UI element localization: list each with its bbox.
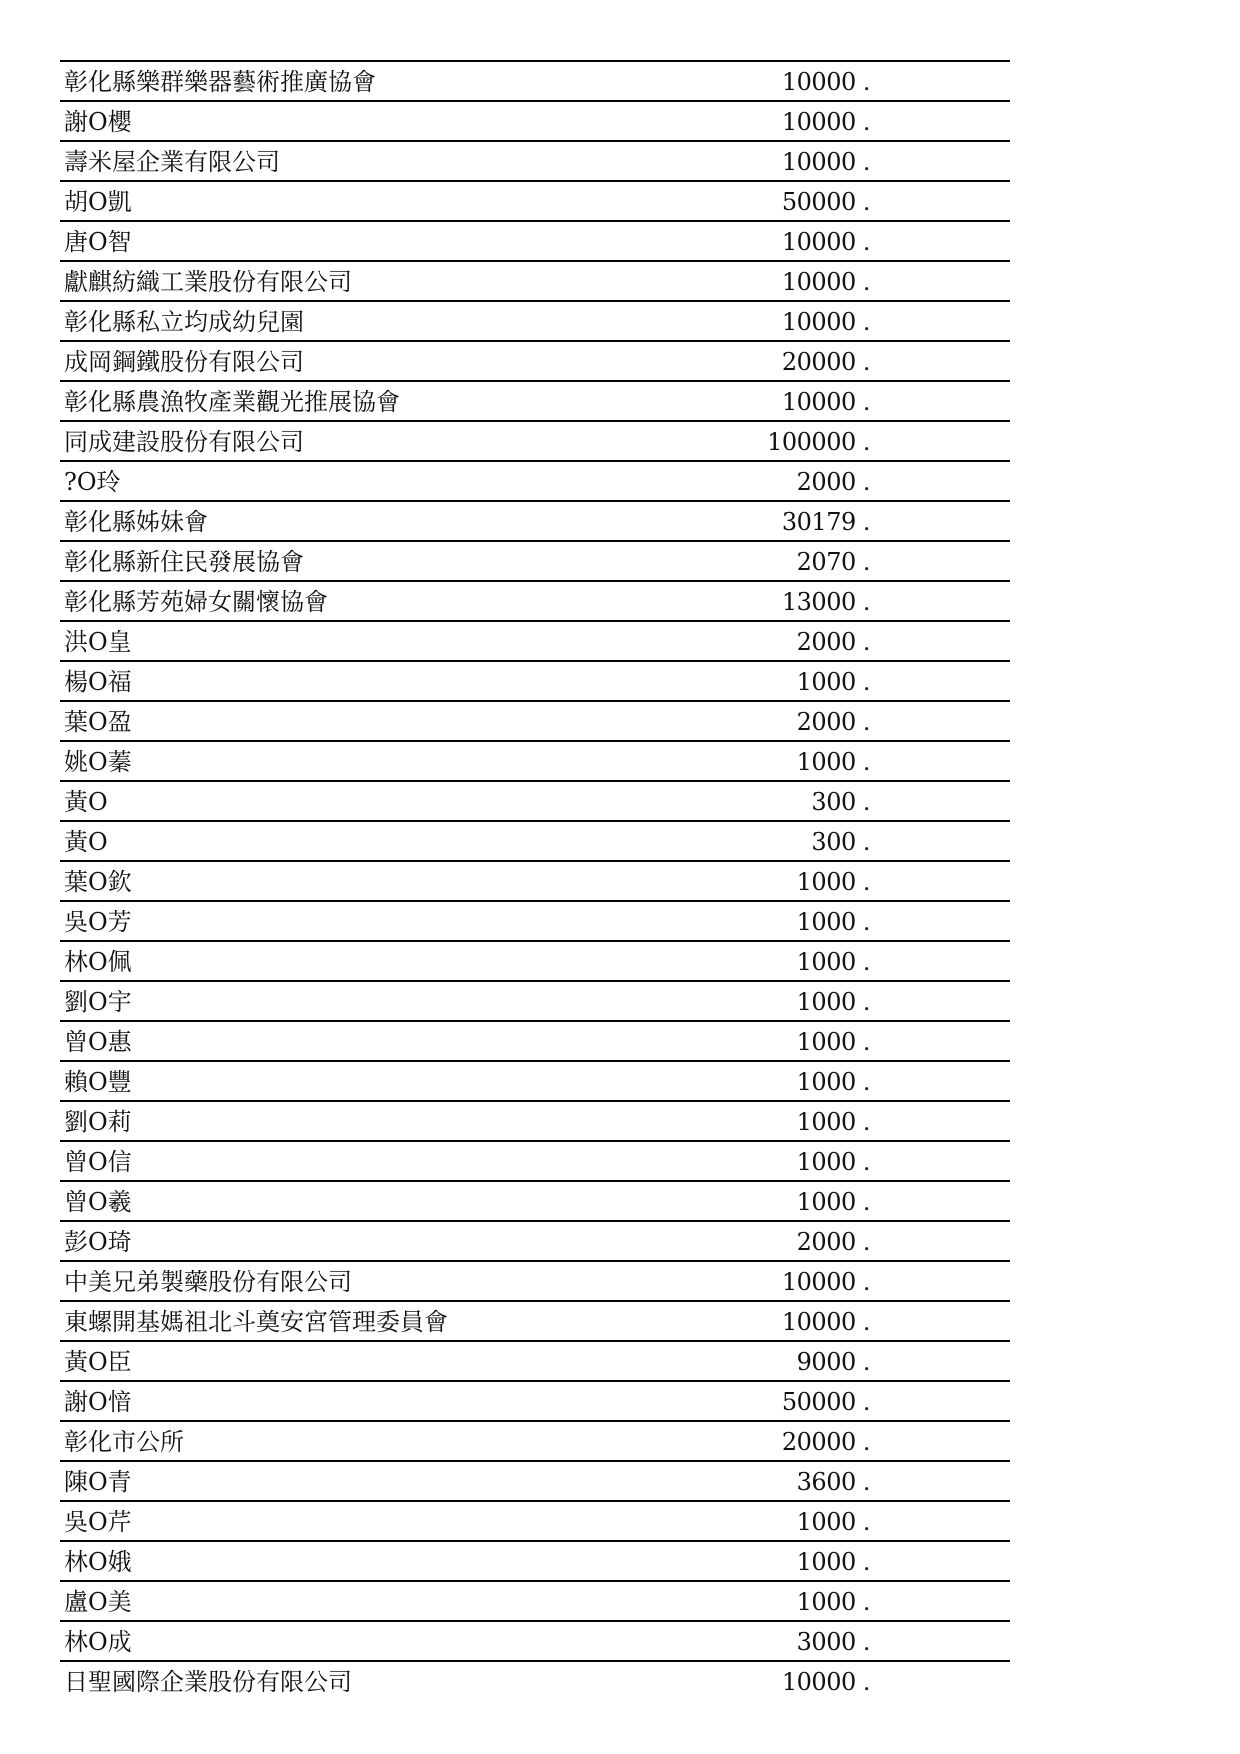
- donor-name: 林O娥: [64, 1548, 132, 1576]
- donation-amount: 10000 .: [781, 268, 870, 296]
- donation-amount: 1000 .: [796, 1148, 870, 1176]
- table-row: [60, 1542, 1010, 1582]
- donation-amount: 2000 .: [796, 628, 870, 656]
- donation-amount: 10000 .: [781, 68, 870, 96]
- table-row: [60, 1262, 1010, 1302]
- donor-name: 東螺開基媽祖北斗奠安宮管理委員會: [64, 1308, 448, 1336]
- donation-amount: 1000 .: [796, 1188, 870, 1216]
- donor-name: 黃O臣: [64, 1348, 132, 1376]
- table-row: [60, 1422, 1010, 1462]
- donation-amount: 10000 .: [781, 1308, 870, 1336]
- table-row: [60, 742, 1010, 782]
- table-row: [60, 62, 1010, 102]
- donor-name: 吳O芹: [64, 1508, 132, 1536]
- table-row: [60, 1062, 1010, 1102]
- donor-name: 姚O蓁: [64, 748, 132, 776]
- table-row: [60, 542, 1010, 582]
- table-row: [60, 342, 1010, 382]
- donation-amount: 1000 .: [796, 868, 870, 896]
- table-row: [60, 382, 1010, 422]
- donation-amount: 10000 .: [781, 1268, 870, 1296]
- table-row: [60, 702, 1010, 742]
- donor-name: 胡O凱: [64, 188, 132, 216]
- donor-name: 彰化縣樂群樂器藝術推廣協會: [64, 68, 376, 96]
- table-row: [60, 1502, 1010, 1542]
- donor-name: 彰化縣姊妹會: [64, 508, 208, 536]
- table-row: [60, 942, 1010, 982]
- donation-amount: 1000 .: [796, 748, 870, 776]
- table-row: [60, 222, 1010, 262]
- table-row: [60, 1342, 1010, 1382]
- donor-name: 曾O惠: [64, 1028, 132, 1056]
- donation-amount: 2000 .: [796, 708, 870, 736]
- donation-amount: 50000 .: [781, 1388, 870, 1416]
- donation-amount: 300 .: [811, 828, 870, 856]
- donation-amount: 2070 .: [796, 548, 870, 576]
- donation-amount: 1000 .: [796, 1068, 870, 1096]
- donation-amount: 2000 .: [796, 1228, 870, 1256]
- table-row: [60, 1582, 1010, 1622]
- table-row: [60, 582, 1010, 622]
- table-row: [60, 1102, 1010, 1142]
- donation-amount: 1000 .: [796, 948, 870, 976]
- donation-amount: 300 .: [811, 788, 870, 816]
- donation-amount: 1000 .: [796, 1108, 870, 1136]
- table-row: [60, 462, 1010, 502]
- donor-name: 曾O信: [64, 1148, 132, 1176]
- donation-amount: 3600 .: [796, 1468, 870, 1496]
- donation-amount: 30179 .: [781, 508, 870, 536]
- donation-amount: 100000 .: [767, 428, 870, 456]
- table-row: [60, 822, 1010, 862]
- donation-amount: 1000 .: [796, 1028, 870, 1056]
- donor-name: 唐O智: [64, 228, 132, 256]
- table-row: [60, 422, 1010, 462]
- table-row: [60, 1182, 1010, 1222]
- donor-name: 林O成: [64, 1628, 132, 1656]
- donor-name: 彰化縣芳苑婦女關懷協會: [64, 588, 328, 616]
- table-row: [60, 1382, 1010, 1422]
- donor-name: 謝O愔: [64, 1388, 132, 1416]
- donor-name: 彭O琦: [64, 1228, 132, 1256]
- donor-name: 同成建設股份有限公司: [64, 428, 304, 456]
- donation-amount: 9000 .: [796, 1348, 870, 1376]
- table-row: [60, 1462, 1010, 1502]
- table-row: [60, 902, 1010, 942]
- donor-name: 陳O青: [64, 1468, 132, 1496]
- table-row: [60, 1302, 1010, 1342]
- donor-name: 賴O豐: [64, 1068, 132, 1096]
- donation-amount: 10000 .: [781, 308, 870, 336]
- table-row: [60, 1622, 1010, 1662]
- donor-name: 劉O莉: [64, 1108, 132, 1136]
- donation-amount: 1000 .: [796, 668, 870, 696]
- donation-amount: 13000 .: [781, 588, 870, 616]
- donation-amount: 10000 .: [781, 108, 870, 136]
- donation-amount: 1000 .: [796, 1548, 870, 1576]
- donor-name: 黃O: [64, 828, 108, 856]
- donation-amount: 1000 .: [796, 988, 870, 1016]
- donor-name: 盧O美: [64, 1588, 132, 1616]
- table-row: [60, 142, 1010, 182]
- donor-name: 壽米屋企業有限公司: [64, 148, 280, 176]
- donation-amount: 2000 .: [796, 468, 870, 496]
- donor-name: 吳O芳: [64, 908, 132, 936]
- table-row: [60, 102, 1010, 142]
- donation-table: [60, 60, 1010, 1700]
- donor-name: 獻麒紡織工業股份有限公司: [64, 268, 352, 296]
- donor-name: 彰化縣新住民發展協會: [64, 548, 304, 576]
- donor-name: 曾O羲: [64, 1188, 132, 1216]
- donor-name: 彰化縣私立均成幼兒園: [64, 308, 304, 336]
- donation-amount: 20000 .: [781, 1428, 870, 1456]
- donor-name: 中美兄弟製藥股份有限公司: [64, 1268, 352, 1296]
- table-row: [60, 502, 1010, 542]
- donation-amount: 20000 .: [781, 348, 870, 376]
- table-row: [60, 622, 1010, 662]
- donor-name: 葉O欽: [64, 868, 132, 896]
- table-row: [60, 862, 1010, 902]
- table-row: [60, 302, 1010, 342]
- table-row: [60, 182, 1010, 222]
- donation-amount: 3000 .: [796, 1628, 870, 1656]
- table-row: [60, 1662, 1010, 1700]
- table-row: [60, 662, 1010, 702]
- table-row: [60, 1022, 1010, 1062]
- donation-amount: 10000 .: [781, 148, 870, 176]
- donor-name: 謝O櫻: [64, 108, 132, 136]
- donor-name: 洪O皇: [64, 628, 132, 656]
- donation-amount: 1000 .: [796, 1508, 870, 1536]
- donor-name: 葉O盈: [64, 708, 132, 736]
- donor-name: 楊O福: [64, 668, 132, 696]
- donation-amount: 10000 .: [781, 228, 870, 256]
- donation-amount: 10000 .: [781, 1668, 870, 1696]
- donation-amount: 50000 .: [781, 188, 870, 216]
- donor-name: 日聖國際企業股份有限公司: [64, 1668, 352, 1696]
- donation-amount: 10000 .: [781, 388, 870, 416]
- donation-amount: 1000 .: [796, 1588, 870, 1616]
- table-row: [60, 1142, 1010, 1182]
- donor-name: 彰化市公所: [64, 1428, 184, 1456]
- donor-name: 黃O: [64, 788, 108, 816]
- table-row: [60, 782, 1010, 822]
- table-row: [60, 1222, 1010, 1262]
- table-row: [60, 262, 1010, 302]
- donation-amount: 1000 .: [796, 908, 870, 936]
- donor-name: 劉O宇: [64, 988, 132, 1016]
- donor-name: 彰化縣農漁牧產業觀光推展協會: [64, 388, 400, 416]
- donor-name: 成岡鋼鐵股份有限公司: [64, 348, 304, 376]
- donor-name: ?O玲: [64, 468, 121, 496]
- donor-name: 林O佩: [64, 948, 132, 976]
- table-row: [60, 982, 1010, 1022]
